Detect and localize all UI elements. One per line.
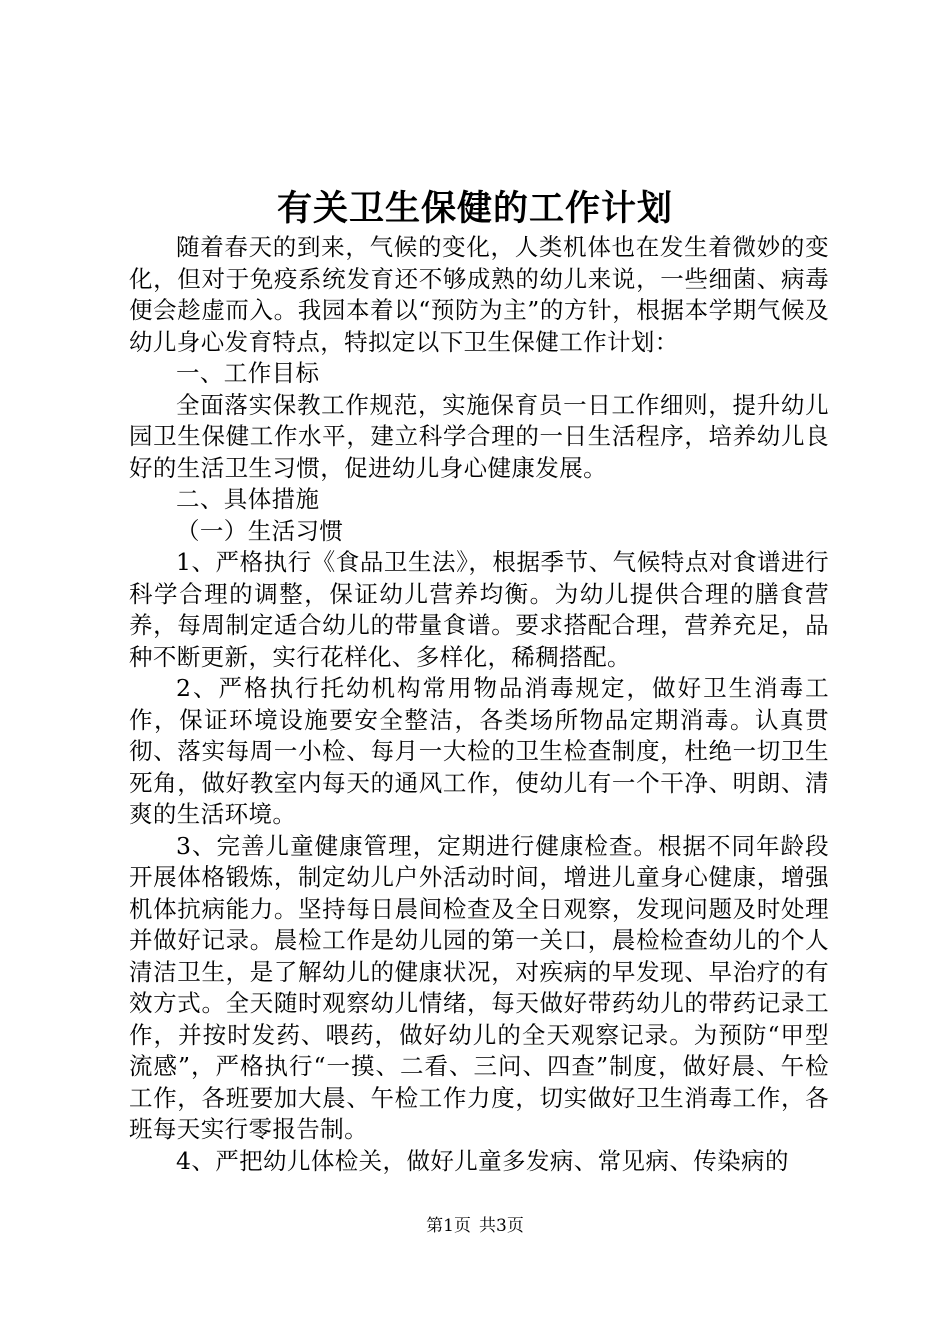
page-total: 共3页 [479, 1216, 524, 1236]
document-body [129, 232, 829, 1177]
measure-item-4: 4、严把幼儿体检关，做好儿童多发病、常见病、传染病的 [176, 1146, 789, 1175]
section-heading-goals: 一、工作目标 [176, 359, 320, 387]
measure-item-1: 1、严格执行《食品卫生法》，根据季节、气候特点对食谱进行科学合理的调整，保证幼儿营养均衡。为幼儿提供合理的膳食营养，每周制定适合幼儿的带量食谱。要求搭配合理，营养充足，品种不断更新，实行花样化、多样化，稀稠搭配。 [129, 548, 829, 671]
measure-item-3: 3、完善儿童健康管理，定期进行健康检查。根据不同年龄段开展体格锻炼，制定幼儿户外活动时间，增进儿童身心健康，增强机体抗病能力。坚持每日晨间检查及全日观察，发现问题及时处理并做好记录。晨检工作是幼儿园的第一关口，晨检检查幼儿的个人清洁卫生，是了解幼儿的健康状况，对疾病的早发现、早治疗的有效方式。全天随时观察幼儿情绪，每天做好带药幼儿的带药记录工作，并按时发药、喂药，做好幼儿的全天观察记录。为预防“甲型流感”，严格执行“一摸、二看、三问、四查”制度，做好晨、午检工作，各班要加大晨、午检工作力度，切实做好卫生消毒工作，各班每天实行零报告制。 [129, 831, 829, 1143]
page-number: 第1页 [426, 1216, 471, 1236]
document-title: 有关卫生保健的工作计划 [276, 188, 673, 229]
intro-paragraph: 随着春天的到来，气候的变化，人类机体也在发生着微妙的变化，但对于免疫系统发育还不够成熟的幼儿来说，一些细菌、病毒便会趁虚而入。我园本着以“预防为主”的方针，根据本学期气候及幼儿身心发育特点，特拟定以下卫生保健工作计划： [129, 233, 829, 356]
goals-paragraph: 全面落实保教工作规范，实施保育员一日工作细则，提升幼儿园卫生保健工作水平，建立科学合理的一日生活程序，培养幼儿良好的生活卫生习惯，促进幼儿身心健康发展。 [129, 390, 829, 482]
measure-item-2: 2、严格执行托幼机构常用物品消毒规定，做好卫生消毒工作，保证环境设施要安全整洁，各类场所物品定期消毒。认真贯彻、落实每周一小检、每月一大检的卫生检查制度，杜绝一切卫生死角，做好教室内每天的通风工作，使幼儿有一个干净、明朗、清爽的生活环境。 [129, 674, 829, 828]
section-heading-measures: 二、具体措施 [176, 485, 320, 513]
subsection-heading-habits: （一）生活习惯 [176, 516, 344, 545]
page-footer [0, 1214, 950, 1238]
